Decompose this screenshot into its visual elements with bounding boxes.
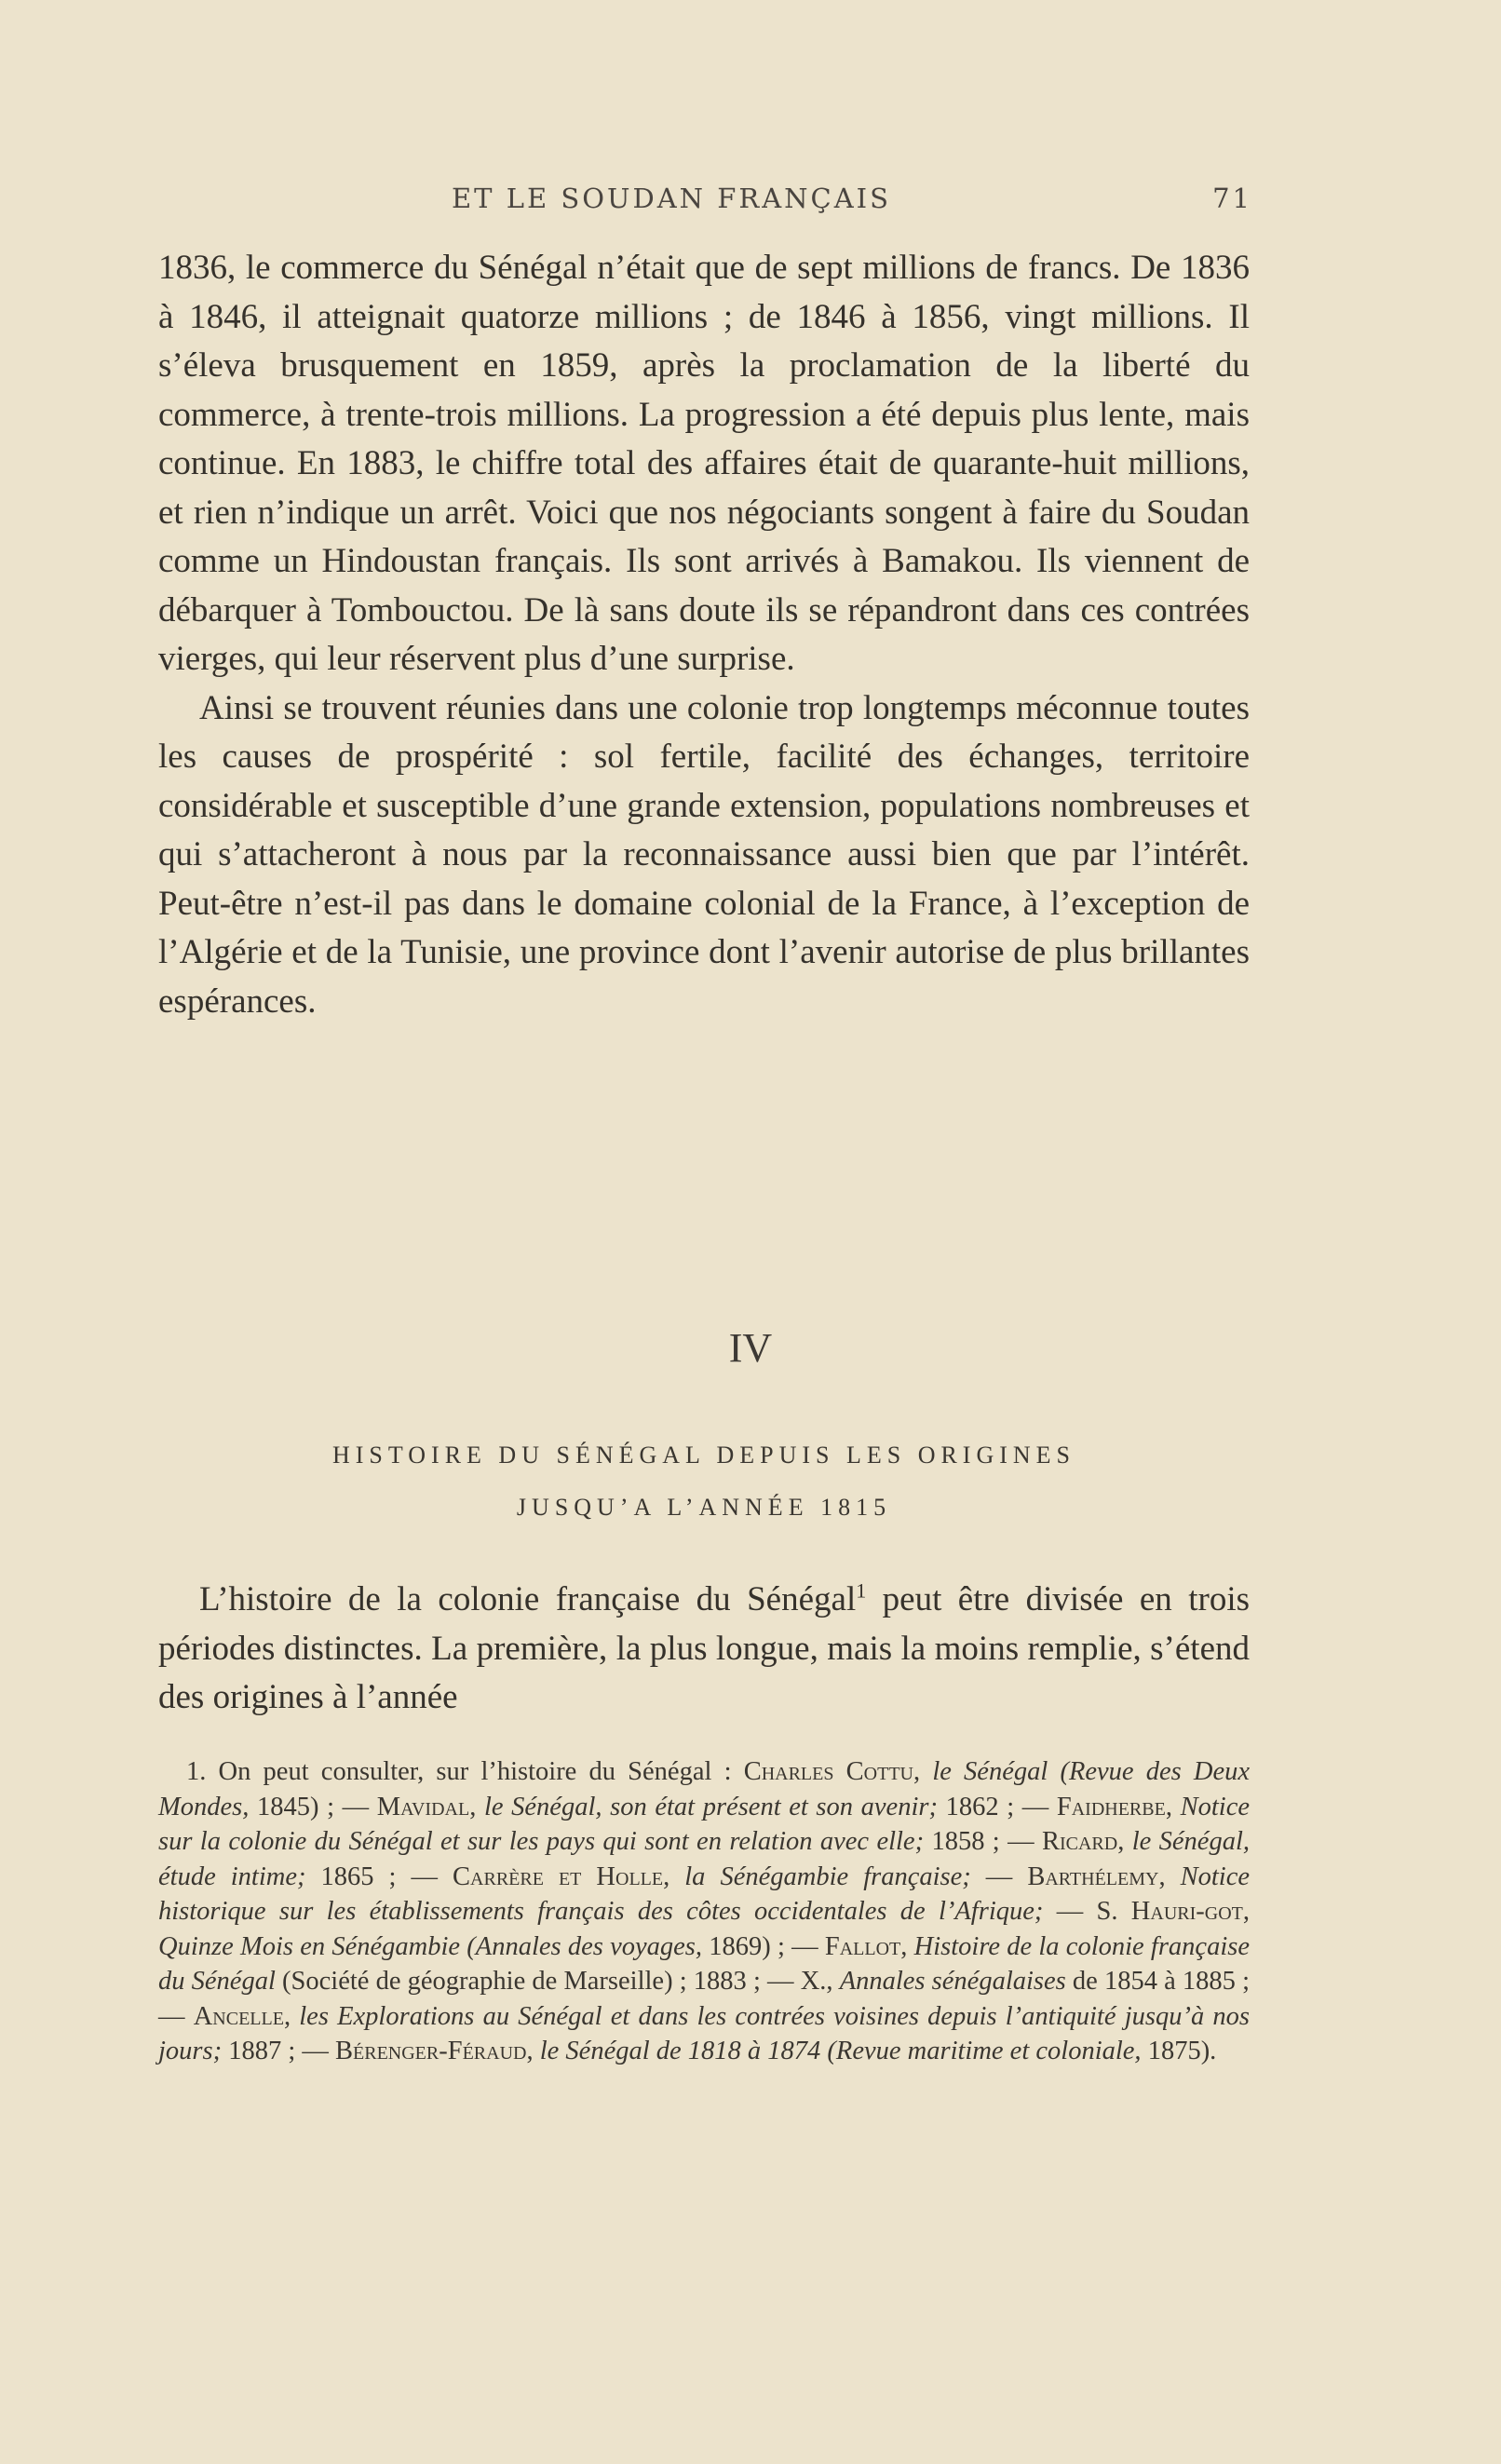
- footnote-author: Hauri-got: [1130, 1897, 1243, 1926]
- footnote-work-title: Annales sénégalaises: [839, 1967, 1066, 1996]
- section-number: IV: [728, 1325, 773, 1371]
- footnote-separator: ,: [1117, 1827, 1132, 1856]
- footnote-author: Mavidal: [376, 1792, 470, 1821]
- running-title: ET LE SOUDAN FRANÇAIS: [452, 183, 891, 214]
- footnote-details: 1845) ; —: [249, 1792, 377, 1821]
- paragraph-text: L’histoire de la colonie française du Sénégal: [199, 1580, 857, 1618]
- footnote-text: [158, 1754, 1250, 2069]
- footnote-separator: ,: [1165, 1792, 1181, 1821]
- footnote-details: 1865 ; —: [305, 1862, 453, 1891]
- footnote-work-title: Notice sur la colonie du Sénégal et sur les pays qui sont en relation avec elle;: [158, 1792, 1251, 1856]
- footnote-reference: 1: [856, 1578, 867, 1603]
- footnote-work-title: le Sénégal, son état présent et son avenir;: [483, 1792, 938, 1821]
- footnote-marker: 1.: [186, 1757, 207, 1786]
- footnote-work-title: la Sénégambie française;: [684, 1862, 971, 1891]
- footnote-details: de 1854 à 1885 ; —: [158, 1967, 1251, 2031]
- footnote-details: 1858 ; —: [924, 1827, 1042, 1856]
- section-title-line: HISTOIRE DU SÉNÉGAL DEPUIS LES ORIGINES: [331, 1442, 1076, 1469]
- footnote-author: Carrère et Holle: [453, 1862, 664, 1891]
- footnote-author: Charles Cottu: [743, 1757, 913, 1786]
- section-title-line: JUSQU’A L’ANNÉE 1815: [516, 1494, 892, 1521]
- footnote-work-title: Quinze Mois en Sénégambie (Annales des voyages,: [158, 1931, 702, 1961]
- footnote-separator: ,: [1158, 1862, 1181, 1891]
- page-header: [154, 183, 1252, 223]
- footnote-separator: ,: [283, 2001, 300, 2031]
- footnote-work-title: le Sénégal, étude intime;: [158, 1827, 1250, 1891]
- body-text: [158, 244, 1250, 1026]
- paragraph-text: peut être divisée en trois périodes distinctes. La première, la plus longue, mais la moins remplie, s’étend des origines à l’année: [158, 1580, 1251, 1716]
- footnote-author: Fallot: [824, 1931, 901, 1961]
- footnote-details: (Société de géographie de Marseille) ; 1883 ; —: [275, 1967, 801, 1996]
- footnote-work-title: Notice historique sur les établissements français des côtes occidentales de l’Afrique;: [158, 1862, 1251, 1926]
- footnote-details: 1869) ; —: [702, 1931, 825, 1961]
- footnote-intro: On peut consulter, sur l’histoire du Sénégal :: [206, 1757, 744, 1786]
- footnote-author: Ancelle: [193, 2001, 284, 2031]
- footnote-author: X.: [800, 1967, 827, 1996]
- footnote-author: Ricard: [1041, 1827, 1118, 1856]
- footnote-separator: ,: [900, 1931, 914, 1961]
- footnote-work-title: le Sénégal (Revue des Deux Mondes,: [158, 1757, 1251, 1821]
- section-title: [158, 1429, 1250, 1534]
- footnote-separator: ,: [663, 1862, 685, 1891]
- footnote-separator: ,: [1242, 1897, 1250, 1926]
- footnote-details: —: [970, 1862, 1028, 1891]
- footnote-details: 1862 ; —: [937, 1792, 1057, 1821]
- footnote-author: Bérenger-Féraud: [335, 2037, 527, 2065]
- footnote-work-title: Histoire de la colonie française du Sénégal: [158, 1931, 1250, 1996]
- footnote-separator: ,: [469, 1792, 484, 1821]
- paragraph: [158, 1576, 1250, 1723]
- page-number: 71: [1212, 183, 1252, 214]
- footnote-details: — S.: [1043, 1897, 1131, 1926]
- footnote-separator: ,: [526, 2037, 540, 2065]
- footnote-separator: ,: [826, 1967, 840, 1996]
- footnote: [158, 1754, 1250, 2069]
- section-text: [158, 1576, 1250, 1723]
- footnote-author: Faidherbe: [1056, 1792, 1166, 1821]
- paragraph: 1836, le commerce du Sénégal n’était que de sept millions de francs. De 1836 à 1846, il atteignait quatorze millions ; de 1846 à 1856, vingt millions. Il s’éleva brusquement en 1859, après la proclamation de la liberté du commerce, à trente-trois millions. La progression a été depuis plus lente, mais continue. En 1883, le chiffre total des affaires était de quarante-huit millions, et rien n’indique un arrêt. Voici que nos négociants songent à faire du Soudan comme un Hindoustan français. Ils sont arrivés à Bamakou. Ils viennent de débarquer à Tombouctou. De là sans doute ils se répandront dans ces contrées vierges, qui leur réservent plus d’une surprise.: [158, 249, 1250, 678]
- footnote-work-title: les Explorations au Sénégal et dans les contrées voisines depuis l’antiquité jusqu’à nos jours;: [158, 2001, 1250, 2065]
- footnote-work-title: le Sénégal de 1818 à 1874 (Revue maritime et coloniale,: [539, 2037, 1142, 2065]
- footnote-details: 1887 ; —: [222, 2037, 336, 2065]
- footnote-details: 1875).: [1141, 2037, 1217, 2065]
- paragraph: Ainsi se trouvent réunies dans une colonie trop longtemps méconnue toutes les causes de prospérité : sol fertile, facilité des échanges, territoire considérable et susceptible d’une grande extension, populations nombreuses et qui s’attacheront à nous par la reconnaissance aussi bien que par l’intérêt. Peut-être n’est-il pas dans le domaine colonial de la France, à l’exception de l’Algérie et de la Tunisie, une province dont l’avenir autorise de plus brillantes espérances.: [158, 688, 1250, 1021]
- footnote-author: Barthélemy: [1027, 1862, 1159, 1891]
- footnote-separator: ,: [913, 1757, 933, 1786]
